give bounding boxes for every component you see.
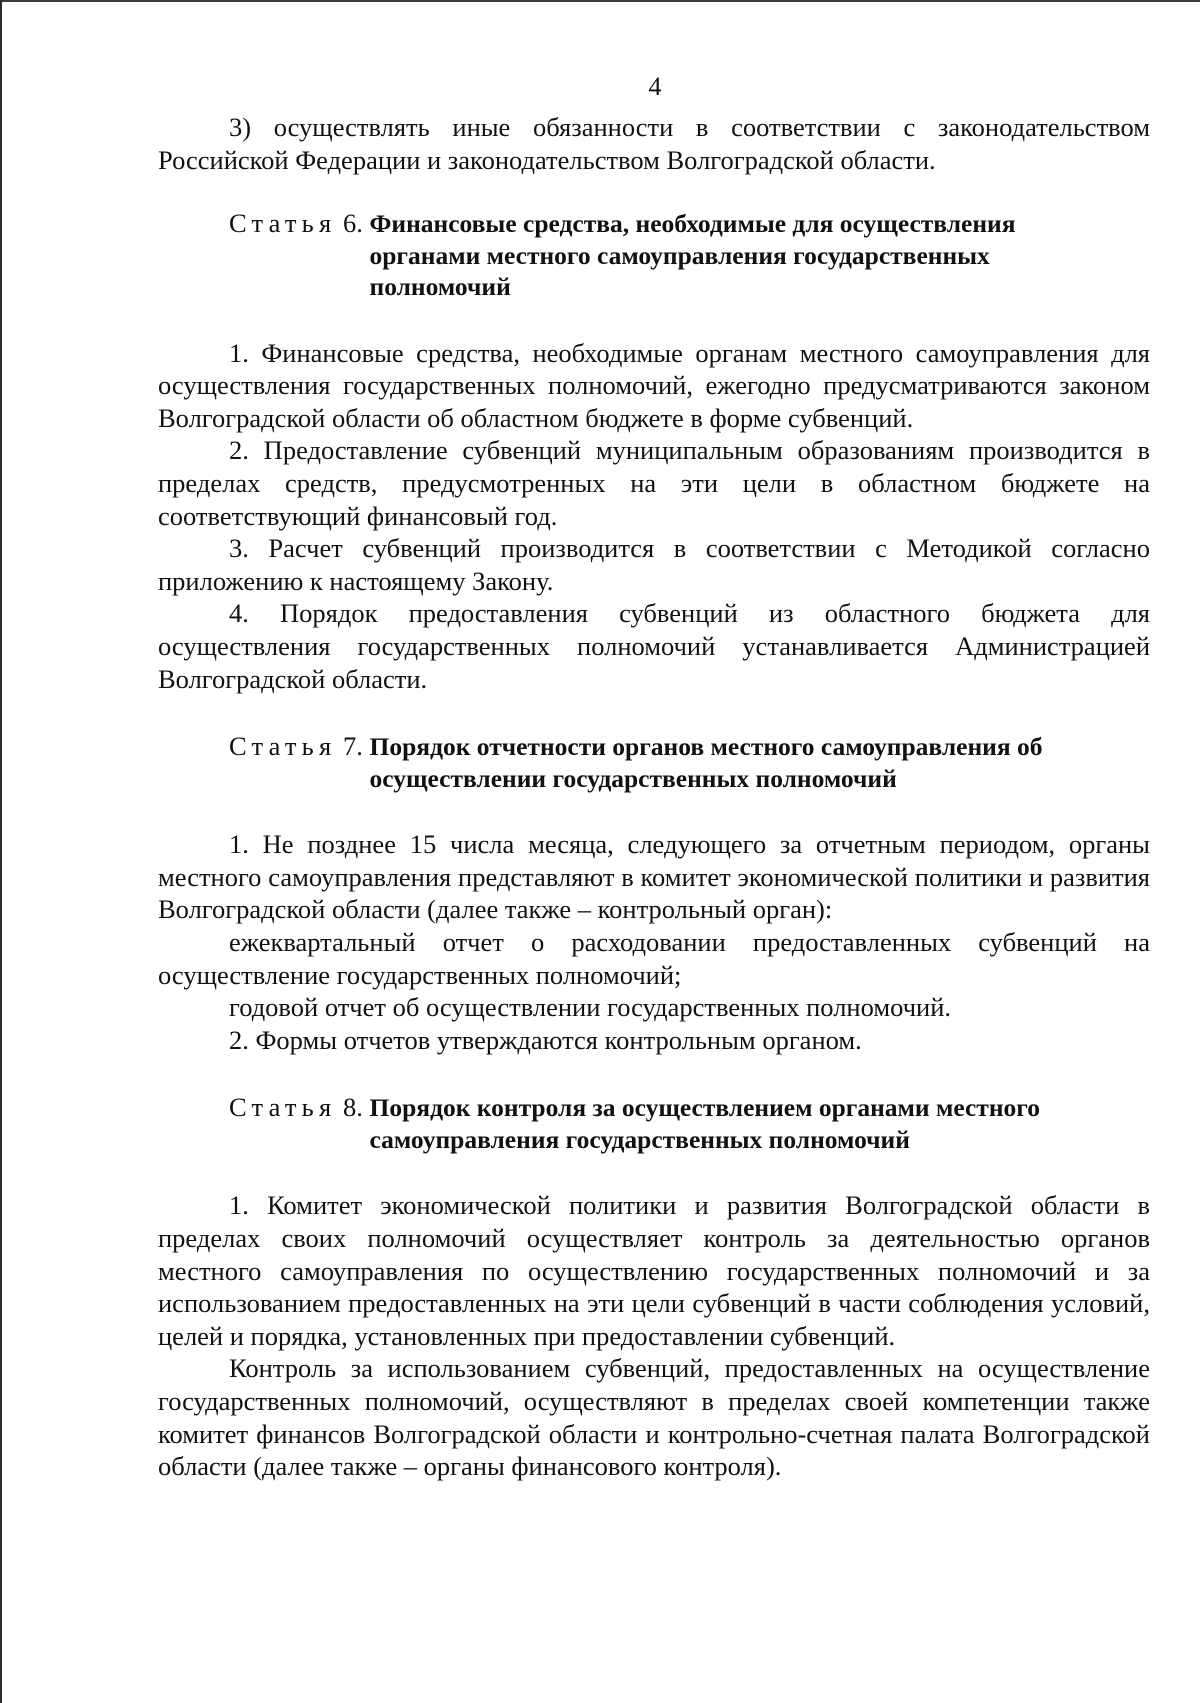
article-6-paragraph: 4. Порядок предоставления субвенций из областного бюджета для осуществления государственных полномочий устанавливается Администрацией Волгоградской области. (158, 598, 1150, 694)
spacer (158, 695, 1150, 731)
article-7-paragraph: 2. Формы отчетов утверждаются контрольным органом. (229, 1024, 862, 1055)
document-body (158, 111, 1150, 1483)
spacer (158, 794, 1150, 828)
page-number: 4 (648, 72, 662, 101)
article-8-heading (158, 1092, 1150, 1155)
article-6-number: 6. (336, 208, 370, 239)
article-7-word: Статья (229, 731, 337, 762)
article-7-title: Порядок отчетности органов местного самоуправления об осуществлении государственных полномочий (369, 732, 1043, 793)
article-8-word: Статья (229, 1092, 337, 1123)
article-6-paragraph: 3. Расчет субвенций производится в соответствии с Методикой согласно приложению к настоящему Закону. (158, 533, 1150, 596)
scan-border-top (0, 0, 1200, 2)
article-6-paragraph: 1. Финансовые средства, необходимые органам местного самоуправления для осуществления государственных полномочий, ежегодно предусматриваются законом Волгоградской области об областном бюджете в форме субвенций. (158, 337, 1150, 433)
article-8-label (158, 1092, 370, 1155)
article-6-word: Статья (229, 208, 337, 239)
article-7-paragraph: 1. Не позднее 15 числа месяца, следующего за отчетным периодом, органы местного самоуправления представляют в комитет экономической политики и развития Волгоградской области (далее также – контрольный орган): (158, 829, 1150, 925)
article-6-heading (158, 208, 1150, 303)
article-7-paragraph: годовой отчет об осуществлении государственных полномочий. (229, 992, 952, 1023)
article-8-paragraph: 1. Комитет экономической политики и развития Волгоградской области в пределах своих полномочий осуществляет контроль за деятельностью органов местного самоуправления по осуществлению государственных полномочий и за использованием предоставленных на эти цели субвенций в части соблюдения условий, целей и порядка, установленных при предоставлении субвенций. (158, 1190, 1150, 1351)
article-8-paragraph: Контроль за использованием субвенций, предоставленных на осуществление государственных полномочий, осуществляют в пределах своей компетенции также комитет финансов Волгоградской области и контрольно-счетная палата Волгоградской области (далее также – органы финансового контроля). (158, 1353, 1150, 1482)
article-7-number: 7. (336, 731, 370, 762)
article-8-title: Порядок контроля за осуществлением органами местного самоуправления государственных полномочий (369, 1093, 1040, 1154)
article-7-label (158, 731, 370, 794)
spacer (158, 1155, 1150, 1189)
spacer (158, 303, 1150, 337)
article-6-title: Финансовые средства, необходимые для осуществления органами местного самоуправления государственных полномочий (369, 209, 1016, 302)
spacer (158, 1056, 1150, 1092)
article-7-paragraph: ежеквартальный отчет о расходовании предоставленных субвенций на осуществление государственных полномочий; (158, 927, 1150, 990)
article-6-paragraph: 2. Предоставление субвенций муниципальным образованиям производится в пределах средств, предусмотренных на эти цели в областном бюджете на соответствующий финансовый год. (158, 435, 1150, 531)
intro-paragraph: 3) осуществлять иные обязанности в соответствии с законодательством Российской Федерации и законодательством Волгоградской области. (158, 112, 1150, 175)
article-6-label (158, 208, 370, 303)
article-8-number: 8. (336, 1092, 370, 1123)
scan-border-left (0, 0, 2, 1703)
spacer (158, 176, 1150, 208)
article-7-heading (158, 731, 1150, 794)
